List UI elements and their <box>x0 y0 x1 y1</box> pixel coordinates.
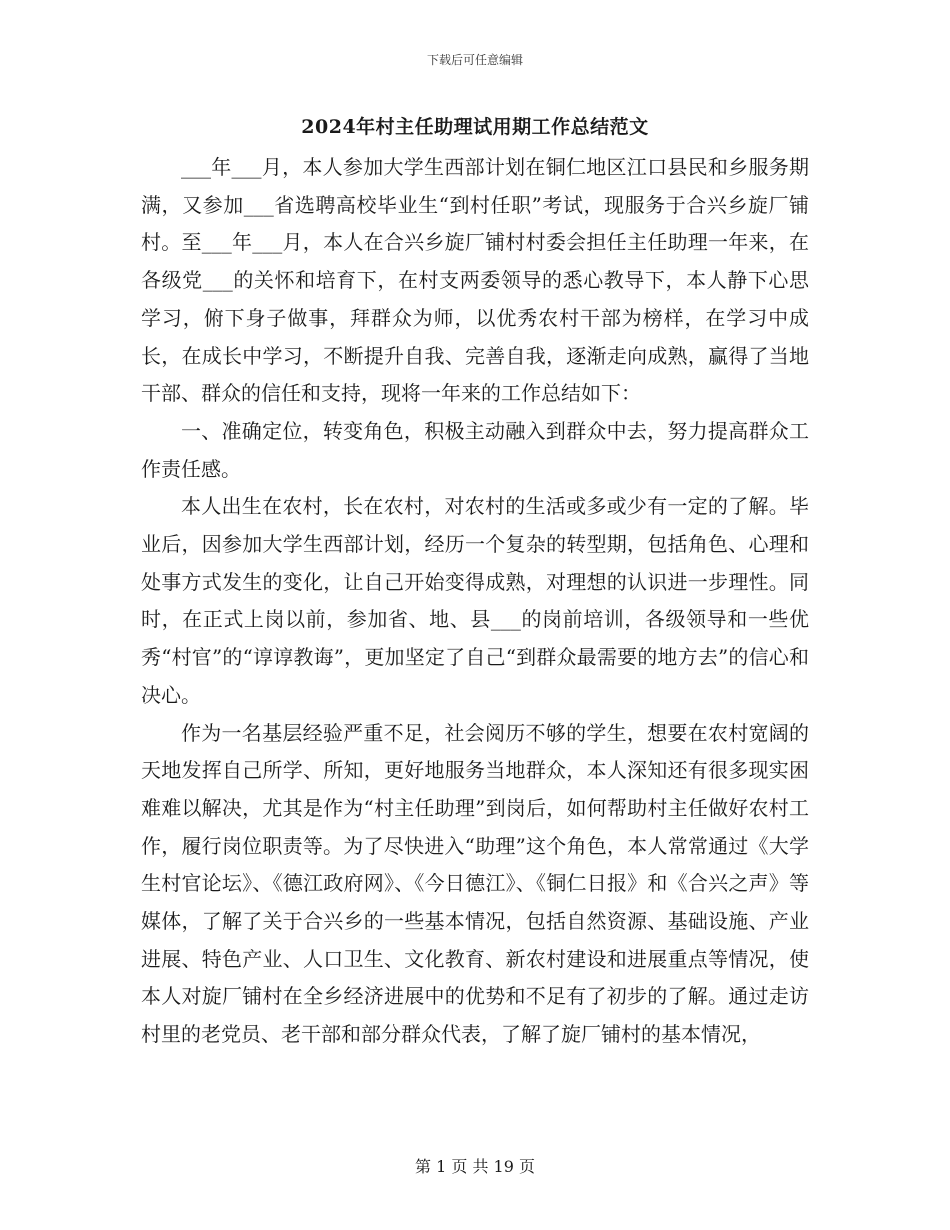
paragraph-background: 本人出生在农村，长在农村，对农村的生活或多或少有一定的了解。毕业后，因参加大学生西部计划，经历一个复杂的转型期，包括角色、心理和处事方式发生的变化，让自己开始变得成熟，对理想的认识进一步理性。同时，在正式上岗以前，参加省、地、县___的岗前培训，各级领导和一些优秀“村官”的“谆谆教诲”，更加坚定了自己“到群众最需要的地方去”的信心和决心。 <box>141 494 809 707</box>
document-title: 2024年村主任助理试用期工作总结范文 <box>301 116 649 138</box>
paragraph-role-learning: 作为一名基层经验严重不足，社会阅历不够的学生，想要在农村宽阔的天地发挥自己所学、所知，更好地服务当地群众，本人深知还有很多现实困难难以解决，尤其是作为“村主任助理”到岗后，如何帮助村主任做好农村工作，履行岗位职责等。为了尽快进入“助理”这个角色，本人常常通过《大学生村官论坛》、《德江政府网》、《今日德江》、《铜仁日报》和《合兴之声》等媒体，了解了关于合兴乡的一些基本情况，包括自然资源、基础设施、产业进展、特色产业、人口卫生、文化教育、新农村建设和进展重点等情况，使本人对旋厂铺村在全乡经济进展中的优势和不足有了初步的了解。通过走访村里的老党员、老干部和部分群众代表，了解了旋厂铺村的基本情况， <box>141 720 809 1047</box>
document-body <box>141 149 809 1054</box>
paragraph-intro: ___年___月，本人参加大学生西部计划在铜仁地区江口县民和乡服务期满，又参加___省选聘高校毕业生“到村任职”考试，现服务于合兴乡旋厂铺村。至___年___月，本人在合兴乡旋厂铺村村委会担任主任助理一年来，在各级党___的关怀和培育下，在村支两委领导的悉心教导下，本人静下心思学习，俯下身子做事，拜群众为师，以优秀农村干部为榜样，在学习中成长，在成长中学习，不断提升自我、完善自我，逐渐走向成熟，赢得了当地干部、群众的信任和支持，现将一年来的工作总结如下： <box>141 155 809 406</box>
page-header-note: 下载后可任意编辑 <box>426 53 523 67</box>
paragraph-section-heading: 一、准确定位，转变角色，积极主动融入到群众中去，努力提高群众工作责任感。 <box>141 418 809 481</box>
page-number-footer: 第 1 页 共 19 页 <box>415 1157 535 1176</box>
